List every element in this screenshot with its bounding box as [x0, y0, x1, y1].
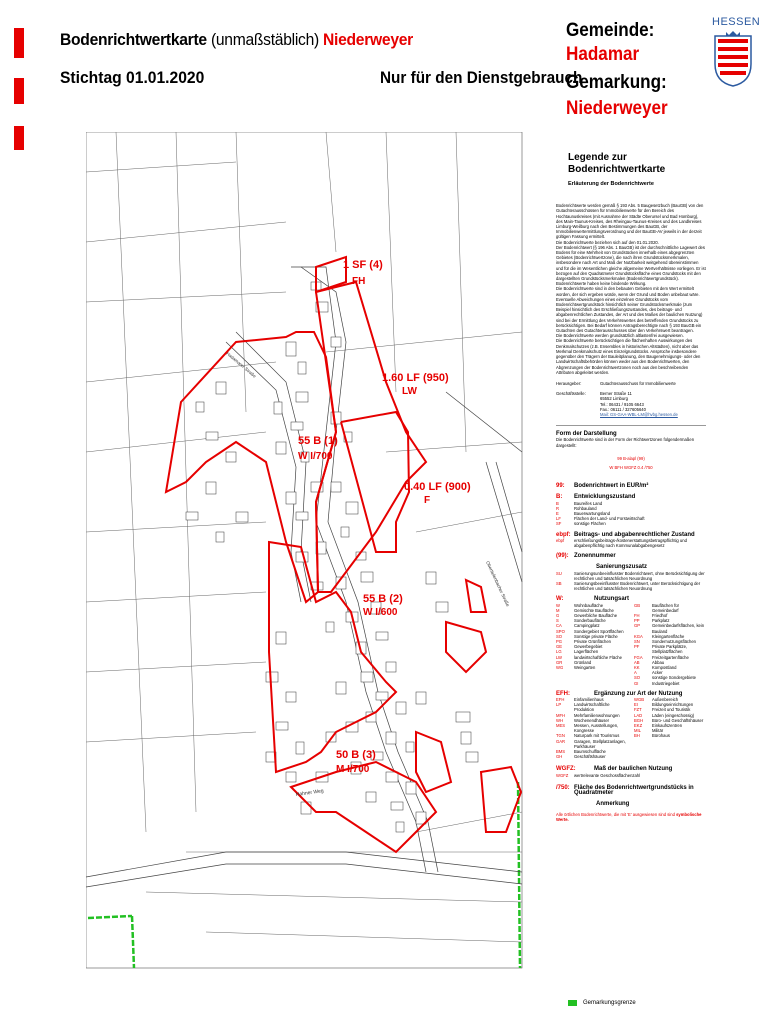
title-main: Bodenrichtwertkarte — [60, 30, 207, 49]
legend-code-row — [556, 538, 706, 548]
zone-label-2: 1.60 LF (950) — [382, 372, 449, 384]
legend-code-text: wertrelevante Geschossflächenzahl — [574, 772, 641, 778]
office-line: Tel.: 06431 / 9105 6643 — [600, 401, 644, 407]
legend-code-row — [634, 603, 706, 613]
legend-code-key: S — [556, 618, 559, 624]
legend-code-key: GB — [634, 602, 641, 608]
legend-code-row — [556, 665, 628, 670]
legend-code-key: SO — [634, 675, 641, 681]
code-zone: (99): Zonennummer — [556, 553, 616, 560]
margin-marker-3 — [14, 126, 24, 150]
legend-code-text: erschließungsbeitrags-/kostenerstattungsbetragspflichtig und abgabenpflichtig nach Kommunalabgabengesetz — [574, 537, 687, 548]
legend-code-key: KGA — [634, 633, 643, 639]
margin-marker-1 — [14, 28, 24, 58]
code-brw: 99: Bodenrichtwert in EUR/m² — [556, 483, 649, 490]
legend-code-row — [634, 733, 706, 738]
legend-subtitle: Erläuterung der Bodenrichtwerte — [568, 181, 654, 187]
legend-code-key: CA — [556, 623, 562, 629]
legend-code-key: SB — [556, 580, 562, 586]
legend-code-text: Private Grünflächen — [574, 639, 612, 645]
code-entw: B: Entwicklungszustand — [556, 494, 636, 501]
office-line: 65552 Limburg — [600, 396, 628, 402]
legend-para-3: Der Bodenrichtwert (§ 196 Abs. 1 BauGB) ist der durchschnittliche Lagewert des Bodens für eine Mehrheit von Grundstücken innerhalb eines abgegrenzten Gebietes (Bodenrichtwertzone), die nach ihren Grundstücksmerkmalen, insbesondere nach Art und Maß der Nutzbarkeit weitgehend übereinstimmen und für die im Wesentlichen gleiche allgemeine Wertverhältnisse vorliegen. Er ist bezogen auf den Quadratmeter Grundstücksfläche eines Grundstücks mit den dargestellten Grundstücksmerkmalen (Bodenrichtwertgrundstück). Bodenrichtwerte haben keine bindende Wirkung. — [556, 244, 706, 287]
title-scale-note: (unmaßstäblich) — [210, 30, 319, 49]
legend-code-text: Abbau — [652, 659, 665, 665]
san-list — [556, 571, 706, 592]
form-example-1: 99 B-alapl (99) — [617, 455, 645, 461]
legend-code-key: LG — [556, 649, 562, 655]
publisher-label: Herausgeber: — [556, 380, 582, 386]
code-flaeche: /750: Fläche des Bodenrichtwertgrundstücks in Quadratmeter — [556, 784, 694, 797]
legend-code-row — [556, 723, 628, 733]
legend-code-key: W — [556, 602, 560, 608]
legend-code-text: Weingarten — [574, 665, 596, 671]
legend-code-key: B — [556, 500, 559, 506]
legend-code-row — [556, 521, 706, 526]
legend-code-text: Industriegebiet — [652, 680, 680, 686]
zone-label-5-sub: W I/600 — [363, 607, 398, 618]
legend-code-key: GE — [556, 644, 563, 650]
legend-code-text: Wohnbaufläche — [574, 602, 604, 608]
legend-code-row — [556, 754, 628, 759]
legend-para-6: Die Bodenrichtwerte werden grundsätzlich altlastenfrei ausgewiesen. — [556, 333, 684, 339]
legend-code-text: Flächen der Land- und Forstwirtschaft — [574, 516, 645, 522]
legend-code-key: WGB — [634, 697, 645, 703]
legend-code-text: Landwirtschaftliche Produktion — [574, 702, 610, 713]
legend-code-key: SO — [556, 633, 563, 639]
legend-code-key: FZT — [634, 707, 642, 713]
legend-code-key: PP — [634, 618, 640, 624]
gemarkungsgrenze-label: Gemarkungsgrenze — [583, 1000, 636, 1006]
legend-code-key: LW — [556, 654, 562, 660]
legend-code-key: LF — [556, 516, 561, 522]
legend-code-key: EFH — [556, 697, 565, 703]
legend-code-text: Freizeitgartenfläche — [652, 654, 689, 660]
zone-label-1: 1 SF (4) — [343, 259, 383, 271]
legend-code-text: Sanierungsunbeeinflusster Bodenrichtwert, ohne Berücksichtigung der rechtlichen und tatsächlichen Neuordnung — [574, 570, 705, 581]
legend-code-text: Freizeit und Touristik — [652, 707, 691, 713]
legend-code-key: WG — [556, 665, 564, 671]
legend-code-key: PF — [634, 644, 640, 650]
mass-list — [556, 773, 706, 778]
title-place: Niederweyer — [323, 30, 413, 49]
legend-panel — [556, 152, 706, 822]
legend-code-text: Sonstige private Fläche — [574, 633, 618, 639]
code-nutz: W: Nutzungsart — [556, 596, 629, 603]
legend-code-key: A — [634, 670, 637, 676]
legend-code-key: EI — [634, 702, 638, 708]
legend-code-key: GI — [634, 680, 639, 686]
office-line: Fax.: 06111 / 327605640 — [600, 406, 646, 412]
legend-code-text: sonstige Sondergebiete — [652, 675, 697, 681]
legend-code-text: Lagerflächen — [574, 649, 599, 655]
legend-code-key: KK — [634, 665, 640, 671]
legend-code-key: LP — [556, 702, 562, 708]
legend-code-text: Militär — [652, 728, 664, 734]
legend-code-key: SU — [556, 570, 562, 576]
legend-para-1: Bodenrichtwerte werden gemäß § 193 Abs. 5 Baugesetzbuch (BauGB) von den Gutachterausschüssen für Immobilienwerte für den Bereich des Hochtaunuskreises (mit Ausnahme der Städte Oberursel und Bad Homburg), des Main-Taunus-Kreises, des Rheingau-Taunus-Kreises und des Landkreises Limburg-Weilburg nach den Bestimmungen des BauGB, der Immobilienwertermittlungsverordnung und der BauGB-AV jeweils in der derzeit gültigen Fassung ermittelt. — [556, 203, 704, 240]
zone-label-1-sub: FH — [352, 276, 366, 287]
legend-code-key: MFH — [556, 712, 566, 718]
legend-code-row — [556, 773, 706, 778]
legend-code-key: SF — [556, 521, 562, 527]
legend-code-text: Bauflächen für Gemeinbedarf — [652, 602, 680, 613]
legend-code-row — [556, 581, 706, 591]
legend-code-key: MIL — [634, 728, 641, 734]
zone-label-3-sub: W I/700 — [298, 451, 333, 462]
gemeinde-label: Gemeinde: — [566, 20, 655, 41]
legend-code-text: Bürohaus — [652, 733, 670, 739]
legend-code-text: Grünland — [574, 659, 592, 665]
legend-code-text: landwirtschaftliche Fläche — [574, 654, 622, 660]
legend-code-key: GP — [634, 623, 641, 629]
hessen-coat-of-arms-icon — [712, 30, 754, 88]
legend-code-text: Bildungseinrichtungen — [652, 702, 694, 708]
green-boundary-swatch — [568, 1000, 577, 1006]
code-san: Sanierungszusatz — [596, 564, 648, 571]
legend-code-text: Gemeinbedarfsflächen, kein Bauland — [652, 623, 705, 634]
form-text: Die Bodenrichtwerte sind in der Form der Richtwertzonen folgendermaßen dargestellt: — [556, 437, 695, 448]
gemarkung-label: Gemarkung: — [566, 72, 667, 93]
legend-code-key: BGH — [634, 717, 644, 723]
legend-code-text: Parkplatz — [652, 618, 670, 624]
legend-code-text: Büro- und Geschäftshäuser — [652, 717, 704, 723]
form-title: Form der Darstellung — [556, 431, 617, 438]
legend-para-5: Eventuelle Abweichungen eines einzelnen Grundstücks vom Bodenrichtwertgrundstück hinsichtlich seiner Grundstücksmerkmale (zum Beispiel hinsichtlich des Erschließungszustandes, des beitrags- und abgabenrechtlichen Zustandes, der Art und des Maßes der baulichen Nutzung) sind bei der Ermittlung des Verkehrswertes des betreffenden Grundstücks zu berücksichtigen. Bei Bedarf können Antragsberechtigte nach § 193 BauGB ein Gutachten des Gutachterausschusses über den Verkehrswert beantragen. — [556, 296, 703, 334]
office-row — [556, 391, 706, 417]
legend-code-key: GH — [556, 754, 563, 760]
legend-code-row — [556, 571, 706, 581]
erg-columns — [556, 697, 706, 759]
zone-label-2-sub: LW — [402, 386, 417, 397]
form-example-2: W BFH WGFZ 0.4 /750 — [609, 464, 653, 470]
legend-gemarkungsgrenze — [568, 1000, 636, 1006]
legend-code-key: WGFZ — [556, 772, 569, 778]
legend-code-key: PG — [556, 639, 563, 645]
legend-code-key: SPO — [556, 628, 565, 634]
legend-code-key: AB — [634, 659, 640, 665]
office-email-link[interactable]: Mail: GS-GAA-WBL-LM@hvbg.hessen.de — [600, 411, 678, 417]
code-erg: EFH: Ergänzung zur Art der Nutzung — [556, 690, 683, 697]
legend-code-text: Gemischte Baufläche — [574, 607, 614, 613]
legend-code-text: Wochenendhäuser — [574, 717, 610, 723]
legend-code-text: Kleingartenfläche — [652, 633, 685, 639]
legend-code-text: Sonderbaufläche — [574, 618, 606, 624]
legend-code-text: Friedhof — [652, 613, 668, 618]
restricted-notice: Nur für den Dienstgebrauch — [380, 68, 583, 87]
zone-label-4-sub: F — [424, 495, 431, 506]
code-mass: WGFZ: Maß der baulichen Nutzung — [556, 766, 673, 773]
abg-list — [556, 538, 706, 548]
legend-code-key: MES — [556, 723, 566, 729]
zone-label-6: 50 B (3) — [336, 749, 376, 761]
legend-code-key: M — [556, 607, 560, 613]
legend-code-text: Geschäftshäuser — [574, 754, 606, 760]
legend-title: Legende zur Bodenrichtwertkarte — [568, 152, 666, 175]
hessen-logo-text: HESSEN — [712, 16, 761, 28]
legend-code-key: GAR — [556, 738, 566, 744]
legend-code-key: R — [556, 505, 560, 511]
nutz-columns — [556, 603, 706, 686]
legend-code-text: Campingplatz — [574, 623, 600, 629]
legend-code-text: Bauerwartungsland — [574, 510, 611, 516]
street-label-2: Hadamarer Straße — [225, 350, 258, 379]
code-abg: ebpf: Beitrags- und abgabenrechtlicher Zustand — [556, 531, 695, 538]
legend-code-text: Mehrfamilienwohnungen — [574, 712, 620, 718]
legend-code-key: LAD — [634, 712, 643, 718]
legend-code-text: Gewerbegebiet — [574, 644, 603, 650]
margin-marker-2 — [14, 78, 24, 104]
gemarkung-value: Niederweyer — [566, 98, 668, 119]
legend-code-key: ebpf — [556, 537, 565, 543]
legend-code-key: G — [556, 613, 560, 618]
legend-code-key: GR — [556, 659, 563, 665]
legend-code-text: Einfamilienhaus — [574, 697, 604, 703]
zone-map[interactable] — [86, 132, 536, 972]
legend-code-text: Gewerbliche Baufläche — [574, 613, 618, 618]
legend-code-row — [634, 623, 706, 633]
legend-code-row — [634, 681, 706, 686]
legend-code-text: Naturpark mit Tourismus — [574, 733, 620, 739]
legend-code-text: Private Parkplätze, Stellplatzflächen — [652, 644, 688, 655]
legend-code-key: BMS — [556, 749, 566, 755]
legend-code-row — [556, 702, 628, 712]
office-label: Geschäftsstelle: — [556, 391, 586, 397]
legend-code-text: Kompostland — [652, 665, 677, 671]
legend-code-text: Baureifes Land — [574, 500, 603, 506]
map-title — [60, 30, 413, 50]
legend-code-text: Außenbereich — [652, 697, 679, 703]
legend-para-4: Die Bodenrichtwerte sind in den bebauten Gebieten mit dem Wert ermittelt worden, der sich ergeben würde, wenn der Grund und Boden unbebaut wäre. — [556, 286, 700, 297]
legend-code-key: BH — [634, 733, 640, 739]
reference-date: Stichtag 01.01.2020 — [60, 68, 205, 87]
legend-code-key: TGN — [556, 733, 565, 739]
legend-code-row — [634, 644, 706, 654]
legend-code-key: WH — [556, 717, 563, 723]
legend-code-text: Sondernutzungsflächen — [652, 639, 697, 645]
legend-code-text: Sondergebiet Sportflächen — [574, 628, 624, 634]
legend-code-text: Läden (eingeschossig) — [652, 712, 695, 718]
legend-para-2: Die Bodenrichtwerte beziehen sich auf den 01.01.2020. — [556, 239, 659, 245]
legend-code-key: E — [556, 510, 559, 516]
legend-code-text: sonstige Flächen — [574, 521, 606, 527]
legend-code-key: SN — [634, 639, 640, 645]
publisher-row — [556, 381, 706, 386]
zone-label-6-sub: M I/700 — [336, 764, 370, 775]
office-line: Berner Straße 11 — [600, 391, 632, 397]
legend-code-key: FGA — [634, 654, 643, 660]
zone-label-4: 0.40 LF (900) — [404, 481, 471, 493]
legend-code-text: Messen, Ausstellungen, Kongresse — [574, 723, 619, 734]
legend-code-text: Garagen, Stellplatzanlagen, Parkhäuser — [574, 738, 626, 749]
anm-text: Alle örtlichen Bodenrichtwerte, die mit 'E' ausgewiesen sind sind symbolische Werte. — [556, 811, 702, 822]
publisher-value: Gutachterausschuss für Immobilienwerte — [600, 380, 676, 386]
entw-list — [556, 501, 706, 527]
code-anm: Anmerkung — [596, 801, 630, 808]
legend-code-text: Acker — [652, 670, 663, 676]
street-label-3: Obertiefenbacher Straße — [485, 560, 511, 608]
legend-para-7: Die Bodenrichtwerte berücksichtigen die flächenhaften Auswirkungen des Denkmalschutzes (z.B. Ensembles in historischen Altstädten), nicht aber das Merkmal Denkmalschutz eines Einzelgrundstücks. Ansprüche insbesondere gegenüber den Trägern der Bauleitplanung, den Baugenehmigungs- oder den Landwirtschaftsbehörden können weder aus den Bodenrichtwerten, den Abgrenzungen der Bodenrichtwertzonen noch aus den beschreibenden Attributen abgeleitet werden. — [556, 338, 701, 375]
legend-code-text: Einkaufszentren — [652, 723, 683, 729]
zone-label-5: 55 B (2) — [363, 593, 403, 605]
legend-code-text: Rohbauland — [574, 505, 597, 511]
zone-label-3: 55 B (1) — [298, 435, 338, 447]
legend-code-key: EKZ — [634, 723, 643, 729]
legend-code-text: Sanierungsbeeinflusster Bodenrichtwert, unter Berücksichtigung der rechtlichen und tatsächlichen Neuordnung — [574, 580, 701, 592]
street-label-1: Hahner Weg — [295, 788, 324, 798]
gemeinde-value: Hadamar — [566, 44, 640, 65]
legend-code-row — [556, 739, 628, 749]
legend-code-text: Baumschulfläche — [574, 749, 606, 755]
legend-code-key: FH — [634, 613, 640, 618]
